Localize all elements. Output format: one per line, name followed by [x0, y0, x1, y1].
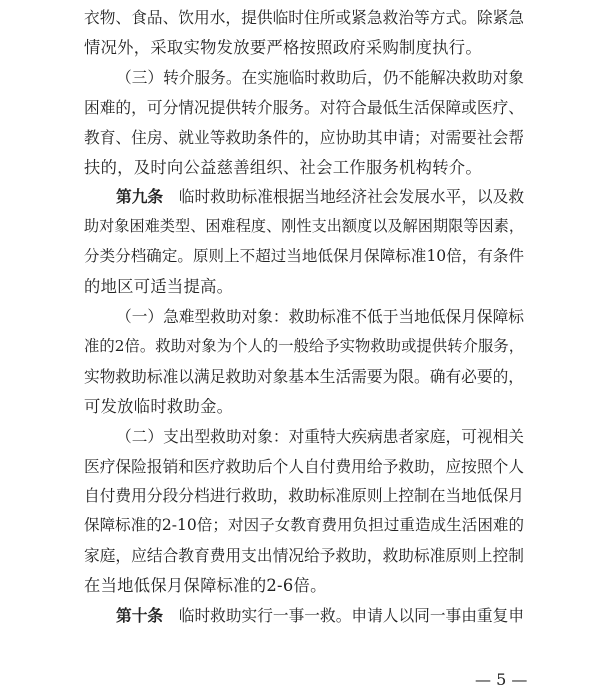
text-line — [84, 366, 524, 386]
line-text: 扶的，及时向公益慈善组织、社会工作服务机构转介。 — [84, 157, 482, 177]
line-text: （二）支出型救助对象：对重特大疾病患者家庭，可视相关 — [116, 426, 524, 446]
text-line — [84, 127, 524, 147]
article-heading: 第九条 — [116, 187, 164, 207]
article-heading: 第十条 — [116, 606, 164, 625]
line-text: 自付费用分段分档进行救助，救助标准原则上控制在当地低保月 — [84, 486, 524, 506]
text-line — [84, 578, 524, 594]
text-line — [84, 219, 524, 234]
text-line — [84, 396, 524, 416]
text-line — [84, 157, 524, 177]
text-line — [116, 67, 524, 87]
page-number: — 5 — — [475, 670, 528, 689]
line-text: （三）转介服务。在实施临时救助后，仍不能解决救助对象 — [116, 67, 524, 87]
line-text: 分类分档确定。原则上不超过当地低保月保障标准10倍，有条件 — [84, 247, 524, 266]
line-text: 衣物、食品、饮用水，提供临时住所或紧急救治等方式。除紧急 — [84, 8, 524, 27]
text-line — [116, 189, 524, 205]
text-line — [84, 548, 524, 564]
line-text: 的地区可适当提高。 — [84, 277, 234, 297]
line-text: 保障标准的2-10倍；对因子女教育费用负担过重造成生活困难的 — [84, 516, 524, 535]
text-line — [84, 249, 524, 265]
text-line — [84, 488, 524, 504]
line-text: 教育、住房、就业等救助条件的，应协助其申请；对需要社会帮 — [84, 127, 524, 147]
text-line — [84, 456, 524, 476]
line-text: 情况外，采取实物发放要严格按照政府采购制度执行。 — [84, 37, 482, 57]
line-text: 可发放临时救助金。 — [84, 396, 234, 416]
line-text: 困难的，可分情况提供转介服务。对符合最低生活保障或医疗、 — [84, 97, 524, 117]
text-line — [84, 37, 524, 57]
line-text: （一）急难型救助对象：救助标准不低于当地低保月保障标 — [116, 307, 524, 326]
line-text: 家庭，应结合教育费用支出情况给予救助，救助标准原则上控制 — [84, 546, 524, 566]
line-text: 临时救助标准根据当地经济社会发展水平，以及救 — [178, 187, 524, 207]
text-line — [84, 10, 524, 26]
text-line — [116, 608, 524, 624]
article-gap — [163, 606, 179, 625]
text-line — [84, 279, 524, 295]
text-line — [116, 426, 524, 446]
line-text: 医疗保险报销和医疗救助后个人自付费用给予救助，应按照个人 — [84, 456, 524, 476]
text-line — [84, 97, 524, 117]
text-line — [116, 309, 524, 325]
article-gap — [163, 187, 179, 206]
line-text: 助对象困难类型、困难程度、刚性支出额度以及解困期限等因素， — [84, 217, 524, 236]
line-text: 在当地低保月保障标准的2-6倍。 — [84, 576, 327, 596]
line-text: 准的2倍。救助对象为个人的一般给予实物救助或提供转介服务， — [84, 336, 524, 355]
text-line — [84, 336, 524, 355]
line-text: 实物救助标准以满足救助对象基本生活需要为限。确有必要的， — [84, 366, 524, 386]
line-text: 临时救助实行一事一救。申请人以同一事由重复申 — [178, 606, 524, 625]
text-line — [84, 518, 524, 534]
